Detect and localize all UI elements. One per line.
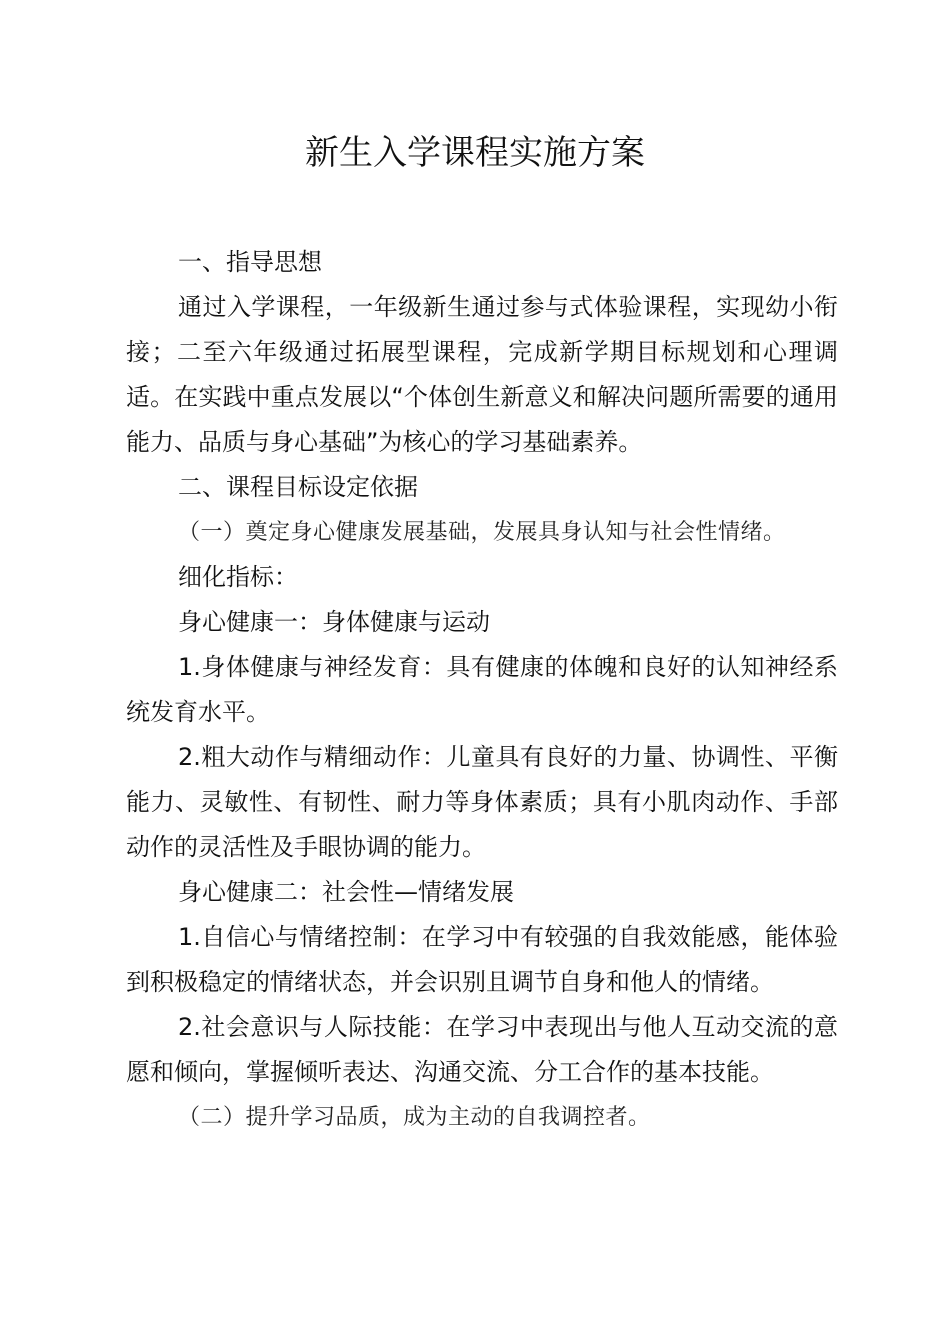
detail-indicators-label: 细化指标：: [178, 563, 298, 591]
health-one-item-2: 2.粗大动作与精细动作：儿童具有良好的力量、协调性、平衡能力、灵敏性、有韧性、耐力等身体素质；具有小肌肉动作、手部动作的灵活性及手眼协调的能力。: [126, 743, 838, 861]
document-title: 新生入学课程实施方案: [305, 133, 645, 173]
health-two-heading: 身心健康二：社会性—情绪发展: [178, 878, 514, 906]
subsection-heading-health-foundation: （一）奠定身心健康发展基础，发展具身认知与社会性情绪。: [178, 520, 786, 545]
health-two-item-1: 1.自信心与情绪控制：在学习中有较强的自我效能感，能体验到积极稳定的情绪状态，并会识别且调节自身和他人的情绪。: [126, 923, 838, 996]
paragraph-guiding-ideology: 通过入学课程，一年级新生通过参与式体验课程，实现幼小衔接；二至六年级通过拓展型课程，完成新学期目标规划和心理调适。在实践中重点发展以“个体创生新意义和解决问题所需要的通用能力、品质与身心基础”为核心的学习基础素养。: [126, 293, 838, 456]
subsection-heading-learning-quality: （二）提升学习品质，成为主动的自我调控者。: [178, 1105, 651, 1130]
health-two-item-2: 2.社会意识与人际技能：在学习中表现出与他人互动交流的意愿和倾向，掌握倾听表达、沟通交流、分工合作的基本技能。: [126, 1013, 838, 1086]
section-heading-guiding-ideology: 一、指导思想: [178, 248, 322, 276]
health-one-heading: 身心健康一：身体健康与运动: [178, 608, 490, 636]
document-body: [126, 240, 838, 1140]
section-heading-goal-basis: 二、课程目标设定依据: [178, 473, 418, 501]
health-one-item-1: 1.身体健康与神经发育：具有健康的体魄和良好的认知神经系统发育水平。: [126, 653, 838, 726]
